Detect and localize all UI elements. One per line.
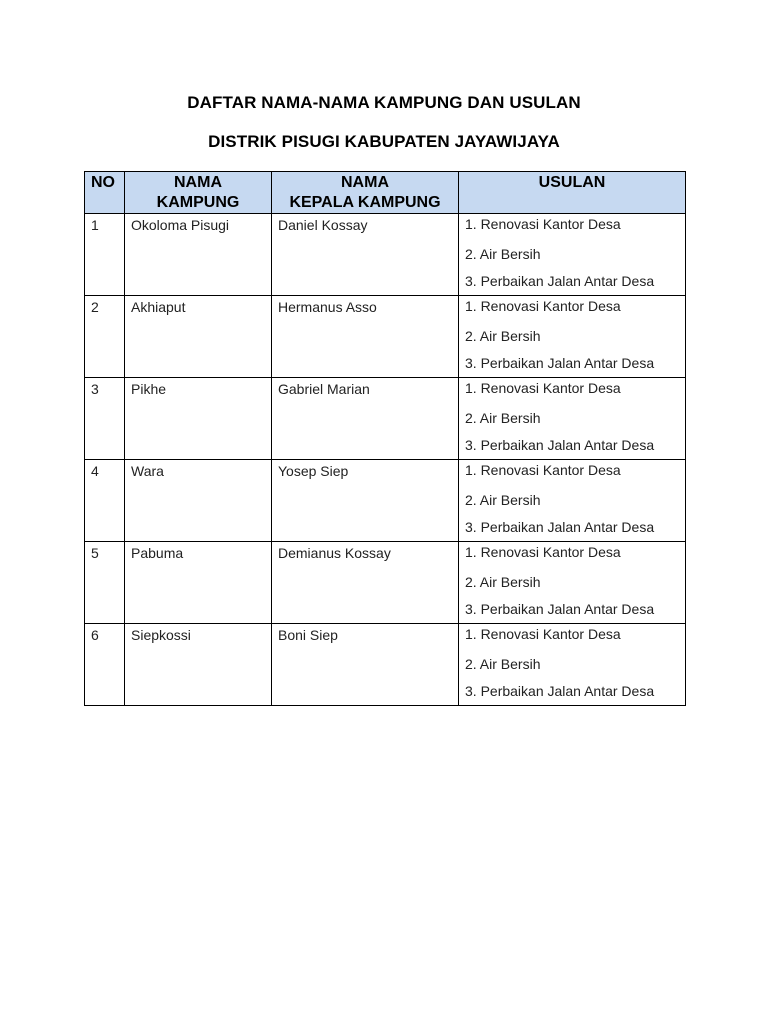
- cell-kepala-text: Hermanus Asso: [278, 299, 377, 315]
- cell-no: [85, 624, 125, 706]
- usulan-item: 3. Perbaikan Jalan Antar Desa: [465, 683, 655, 699]
- usulan-item: 3. Perbaikan Jalan Antar Desa: [465, 601, 655, 617]
- cell-no-text: 1: [91, 217, 99, 233]
- usulan-item: 1. Renovasi Kantor Desa: [465, 380, 621, 396]
- usulan-item: 2. Air Bersih: [465, 410, 541, 426]
- table-row: [85, 214, 686, 296]
- header-nama-kampung: NAMA KAMPUNG: [125, 172, 272, 214]
- usulan-item: 2. Air Bersih: [465, 656, 541, 672]
- kampung-table: [84, 171, 686, 706]
- usulan-item: 1. Renovasi Kantor Desa: [465, 298, 621, 314]
- cell-no: [85, 214, 125, 296]
- usulan-item: 2. Air Bersih: [465, 246, 541, 262]
- header-usulan: USULAN: [459, 172, 686, 214]
- cell-no: [85, 296, 125, 378]
- usulan-item: 2. Air Bersih: [465, 574, 541, 590]
- usulan-list: [459, 624, 685, 705]
- document-subtitle: DISTRIK PISUGI KABUPATEN JAYAWIJAYA: [208, 132, 560, 151]
- cell-no-text: 4: [91, 463, 99, 479]
- cell-kampung-text: Siepkossi: [131, 627, 191, 643]
- cell-kepala-text: Gabriel Marian: [278, 381, 370, 397]
- cell-kampung: [125, 296, 272, 378]
- usulan-list: [459, 378, 685, 459]
- cell-kampung-text: Pikhe: [131, 381, 167, 397]
- cell-kampung: [125, 378, 272, 460]
- cell-kampung-text: Pabuma: [131, 545, 184, 561]
- cell-kepala-text: Demianus Kossay: [278, 545, 391, 561]
- cell-usulan: [459, 460, 686, 542]
- cell-usulan: [459, 624, 686, 706]
- document-title: DAFTAR NAMA-NAMA KAMPUNG DAN USULAN: [187, 93, 581, 112]
- usulan-item: 1. Renovasi Kantor Desa: [465, 544, 621, 560]
- table-row: [85, 542, 686, 624]
- cell-kampung: [125, 460, 272, 542]
- cell-no-text: 2: [91, 299, 99, 315]
- cell-no-text: 5: [91, 545, 99, 561]
- cell-usulan: [459, 214, 686, 296]
- header-kepala-kampung: NAMA KEPALA KAMPUNG: [272, 172, 459, 214]
- usulan-item: 1. Renovasi Kantor Desa: [465, 626, 621, 642]
- table-row: [85, 296, 686, 378]
- table-row: [85, 378, 686, 460]
- cell-no: [85, 542, 125, 624]
- usulan-item: 3. Perbaikan Jalan Antar Desa: [465, 437, 655, 453]
- cell-usulan: [459, 378, 686, 460]
- cell-kepala: [272, 542, 459, 624]
- cell-kampung: [125, 542, 272, 624]
- usulan-item: 1. Renovasi Kantor Desa: [465, 216, 621, 232]
- cell-kepala: [272, 460, 459, 542]
- table-row: [85, 460, 686, 542]
- usulan-item: 2. Air Bersih: [465, 492, 541, 508]
- header-no: NO: [85, 172, 125, 214]
- usulan-list: [459, 460, 685, 541]
- cell-kepala: [272, 624, 459, 706]
- cell-usulan: [459, 542, 686, 624]
- cell-usulan: [459, 296, 686, 378]
- cell-kepala: [272, 296, 459, 378]
- cell-kampung: [125, 214, 272, 296]
- cell-kepala-text: Boni Siep: [278, 627, 338, 643]
- table-header-row: [85, 172, 686, 214]
- cell-no-text: 3: [91, 381, 99, 397]
- cell-kampung-text: Akhiaput: [131, 299, 186, 315]
- usulan-item: 3. Perbaikan Jalan Antar Desa: [465, 355, 655, 371]
- usulan-item: 3. Perbaikan Jalan Antar Desa: [465, 519, 655, 535]
- cell-kepala: [272, 378, 459, 460]
- cell-no: [85, 378, 125, 460]
- cell-kampung-text: Okoloma Pisugi: [131, 217, 230, 233]
- table-row: [85, 624, 686, 706]
- usulan-list: [459, 214, 685, 295]
- cell-kepala: [272, 214, 459, 296]
- usulan-list: [459, 542, 685, 623]
- usulan-item: 1. Renovasi Kantor Desa: [465, 462, 621, 478]
- usulan-item: 3. Perbaikan Jalan Antar Desa: [465, 273, 655, 289]
- cell-kampung: [125, 624, 272, 706]
- cell-no-text: 6: [91, 627, 99, 643]
- cell-kepala-text: Yosep Siep: [278, 463, 349, 479]
- usulan-item: 2. Air Bersih: [465, 328, 541, 344]
- cell-no: [85, 460, 125, 542]
- cell-kepala-text: Daniel Kossay: [278, 217, 368, 233]
- cell-kampung-text: Wara: [131, 463, 164, 479]
- table-body: [85, 214, 686, 706]
- usulan-list: [459, 296, 685, 377]
